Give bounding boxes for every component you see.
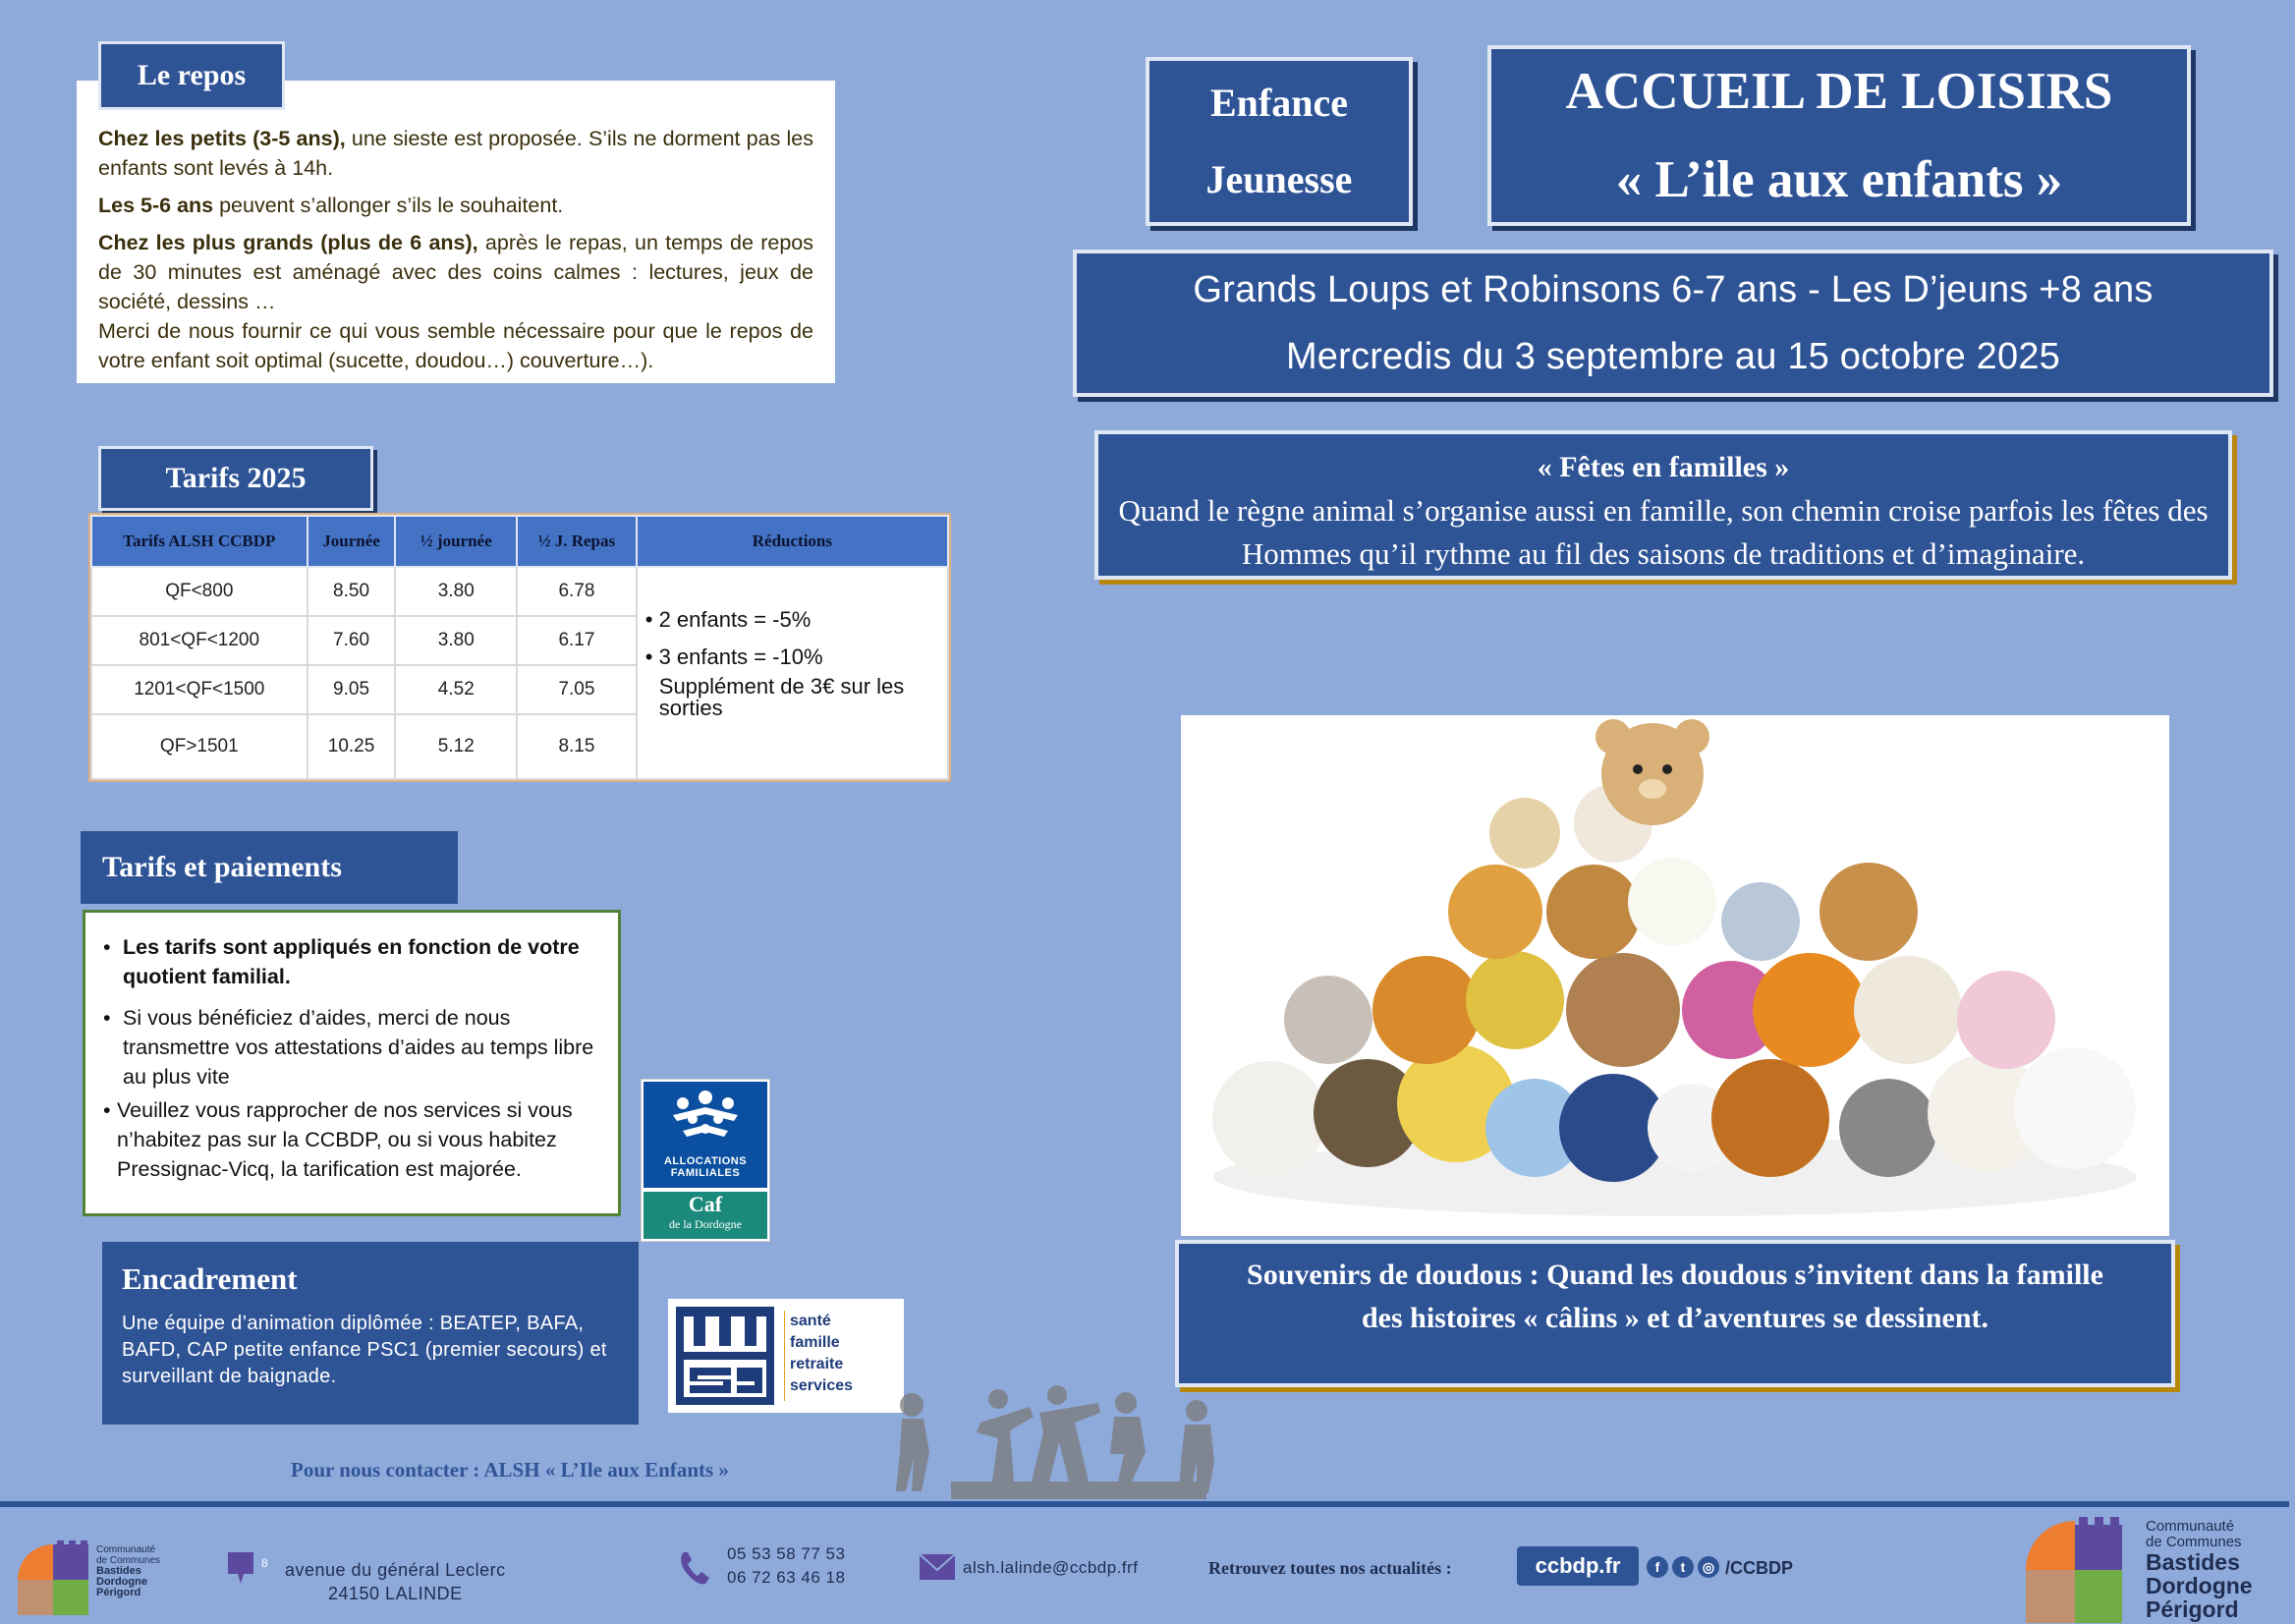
- table-cell: 1201<QF<1500: [91, 665, 308, 714]
- souvenirs-line: Souvenirs de doudous : Quand les doudous s’invitent dans la famille: [1247, 1259, 2103, 1291]
- phone-number[interactable]: 06 72 63 46 18: [727, 1568, 846, 1587]
- ccbdp-logo-small: [14, 1540, 171, 1619]
- souvenirs-box: [1175, 1240, 2175, 1387]
- paiement-text: Si vous bénéficiez d’aides, merci de nous transmettre vos attestations d’aides au temps libre au plus vite: [123, 1006, 594, 1089]
- groups-line: Grands Loups et Robinsons 6-7 ans - Les D’jeuns +8 ans: [1193, 269, 2154, 310]
- email-link[interactable]: alsh.lalinde@ccbdp.frf: [963, 1558, 1139, 1577]
- table-cell: 3.80: [395, 567, 517, 616]
- ccbdp-mark-icon: [14, 1540, 92, 1619]
- ccbdp-large-text: [2146, 1519, 2253, 1621]
- reduction-item: • 3 enfants = -10%: [644, 644, 823, 669]
- caf-logo-top: [644, 1082, 767, 1188]
- accueil-title-box: [1487, 45, 2191, 226]
- location-icon: [224, 1548, 257, 1588]
- repos-panel: [77, 81, 835, 383]
- logo-line: Bastides: [2146, 1549, 2240, 1575]
- encadrement-text: Une équipe d’animation diplômée : BEATEP, BAFA, BAFD, CAP petite enfance PSC1 (premier secours) et surveillant de baignade.: [122, 1313, 607, 1387]
- fetes-text: Quand le règne animal s’organise aussi en famille, son chemin croise parfois les fêtes des Hommes qu’il rythme au fil des saisons de traditions et d’imaginaire.: [1118, 493, 2209, 571]
- address-line: avenue du général Leclerc: [285, 1560, 506, 1580]
- caf-text-4: de la Dordogne: [669, 1217, 742, 1231]
- reductions-cell: [637, 567, 948, 779]
- reduction-supplement: Supplément de 3€ sur les sorties: [658, 674, 905, 720]
- groups-box: [1073, 250, 2273, 397]
- repos-paragraph-2: [98, 191, 813, 220]
- ccbdp-logo-large: [2022, 1517, 2287, 1623]
- dates-line: Mercredis du 3 septembre au 15 octobre 2025: [1285, 336, 2061, 377]
- logo-line: Périgord: [2146, 1596, 2239, 1622]
- logo-line: Bastides: [96, 1565, 141, 1577]
- table-cell: 10.25: [308, 714, 396, 779]
- logo-line: Communauté: [96, 1544, 156, 1555]
- tarifs-header-row: [91, 516, 948, 567]
- msa-line: famille: [790, 1334, 840, 1351]
- paiement-item: [103, 1003, 600, 1092]
- repos-p2-bold: Les 5-6 ans: [98, 194, 214, 217]
- table-cell: 8.15: [517, 714, 637, 779]
- email-icon: [918, 1552, 957, 1582]
- repos-p1-text: une sieste est proposée. S’ils ne dorment pas les enfants sont levés à 14h.: [98, 127, 813, 180]
- ccbdp-small-text: [96, 1544, 160, 1598]
- repos-p3-text: après le repas, un temps de repos de 30 minutes est aménagé avec des coins calmes : lectures, jeux de société, dessins …: [98, 231, 813, 313]
- table-cell: 4.52: [395, 665, 517, 714]
- logo-line: de Communes: [2146, 1534, 2242, 1550]
- social-handle: /CCBDP: [1725, 1558, 1794, 1578]
- msa-divider: [784, 1311, 785, 1401]
- table-cell: 8.50: [308, 567, 396, 616]
- repos-title: Le repos: [98, 41, 285, 110]
- repos-p1-bold: Chez les petits (3-5 ans),: [98, 127, 346, 150]
- phone-number[interactable]: 05 53 58 77 53: [727, 1544, 846, 1563]
- msa-text: [790, 1311, 853, 1397]
- caf-logo: [641, 1079, 770, 1242]
- table-cell: 6.78: [517, 567, 637, 616]
- fetes-box: [1094, 430, 2232, 580]
- teddy-bears-image: [1181, 715, 2169, 1236]
- reduction-item: • 2 enfants = -5%: [644, 607, 812, 632]
- accueil-title: ACCUEIL DE LOISIRS: [1565, 63, 2113, 120]
- encadrement-panel: [102, 1242, 639, 1425]
- logo-line: Dordogne: [2146, 1573, 2253, 1598]
- footer-divider: [0, 1501, 2289, 1507]
- paiements-title: Tarifs et paiements: [81, 831, 458, 904]
- caf-logo-bottom: [644, 1192, 767, 1239]
- tarifs-title: Tarifs 2025: [98, 446, 373, 511]
- bullet: •: [103, 1006, 111, 1030]
- contact-line: Pour nous contacter : ALSH « L’Ile aux Enfants »: [291, 1458, 729, 1482]
- table-row: [91, 567, 948, 616]
- paiement-text: Les tarifs sont appliqués en fonction de votre quotient familial.: [123, 935, 580, 988]
- enfance-label: Enfance: [1210, 81, 1348, 125]
- family-icon: [644, 1082, 767, 1152]
- address-number: 8: [261, 1556, 268, 1570]
- logo-line: Périgord: [96, 1587, 141, 1598]
- bullet: •: [103, 1098, 111, 1122]
- souvenirs-line: des histoires « câlins » et d’aventures se dessinent.: [1361, 1302, 1989, 1334]
- encadrement-title: Encadrement: [122, 1261, 298, 1296]
- paiement-text: Veuillez vous rapprocher de nos services si vous n’habitez pas sur la CCBDP, ou si vous habitez Pressignac-Vicq, la tarification est majorée.: [117, 1098, 573, 1181]
- paiement-item: [103, 1095, 600, 1184]
- msa-mark-icon: [676, 1307, 774, 1405]
- msa-logo: [668, 1299, 904, 1413]
- msa-line: santé: [790, 1313, 831, 1329]
- paiements-panel: [83, 910, 621, 1216]
- bullet: •: [103, 935, 111, 959]
- repos-paragraph-3: [98, 228, 813, 316]
- twitter-icon[interactable]: t: [1672, 1556, 1694, 1578]
- tarifs-header: Tarifs ALSH CCBDP: [91, 516, 308, 567]
- tarifs-table: [90, 515, 949, 780]
- accueil-subtitle: « L’ile aux enfants »: [1615, 151, 2063, 208]
- tarifs-header: ½ journée: [395, 516, 517, 567]
- logo-line: Dordogne: [96, 1576, 147, 1588]
- caf-text-2: FAMILIALES: [670, 1167, 741, 1179]
- table-cell: QF<800: [91, 567, 308, 616]
- table-cell: QF>1501: [91, 714, 308, 779]
- tarifs-header: ½ J. Repas: [517, 516, 637, 567]
- paiement-item: [103, 932, 600, 991]
- table-cell: 7.60: [308, 616, 396, 665]
- repos-p3-bold: Chez les plus grands (plus de 6 ans),: [98, 231, 478, 254]
- table-cell: 6.17: [517, 616, 637, 665]
- fetes-title: « Fêtes en familles »: [1537, 451, 1790, 483]
- caf-text-3: Caf: [688, 1192, 723, 1216]
- jeunesse-label: Jeunesse: [1205, 157, 1353, 201]
- table-cell: 3.80: [395, 616, 517, 665]
- logo-line: Communauté: [2146, 1518, 2235, 1535]
- phone-icon: [676, 1548, 711, 1588]
- instagram-icon[interactable]: ◎: [1698, 1556, 1719, 1578]
- table-cell: 9.05: [308, 665, 396, 714]
- address-city: 24150 LALINDE: [328, 1584, 463, 1603]
- msa-line: retraite: [790, 1356, 844, 1372]
- msa-line: services: [790, 1377, 854, 1394]
- repos-paragraph-4: Merci de nous fournir ce qui vous semble nécessaire pour que le repos de votre enfant soit optimal (sucette, doudou…) couverture…).: [98, 319, 813, 372]
- news-label: Retrouvez toutes nos actualités :: [1208, 1558, 1452, 1578]
- table-cell: 801<QF<1200: [91, 616, 308, 665]
- enfance-jeunesse-box: [1146, 57, 1413, 226]
- table-cell: 7.05: [517, 665, 637, 714]
- tarifs-header: Réductions: [637, 516, 948, 567]
- repos-p2-text: peuvent s’allonger s’ils le souhaitent.: [213, 194, 564, 217]
- logo-line: de Communes: [96, 1555, 161, 1566]
- repos-paragraph-1: [98, 124, 813, 183]
- silhouette-icon: [882, 1383, 1228, 1501]
- caf-text-1: ALLOCATIONS: [663, 1155, 748, 1167]
- children-silhouettes: [882, 1383, 1228, 1501]
- plush-toys-illustration: [1181, 715, 2169, 1236]
- table-cell: 5.12: [395, 714, 517, 779]
- ccbdp-mark-large-icon: [2022, 1517, 2128, 1623]
- website-link[interactable]: ccbdp.fr: [1517, 1546, 1639, 1586]
- tarifs-header: Journée: [308, 516, 396, 567]
- facebook-icon[interactable]: f: [1647, 1556, 1668, 1578]
